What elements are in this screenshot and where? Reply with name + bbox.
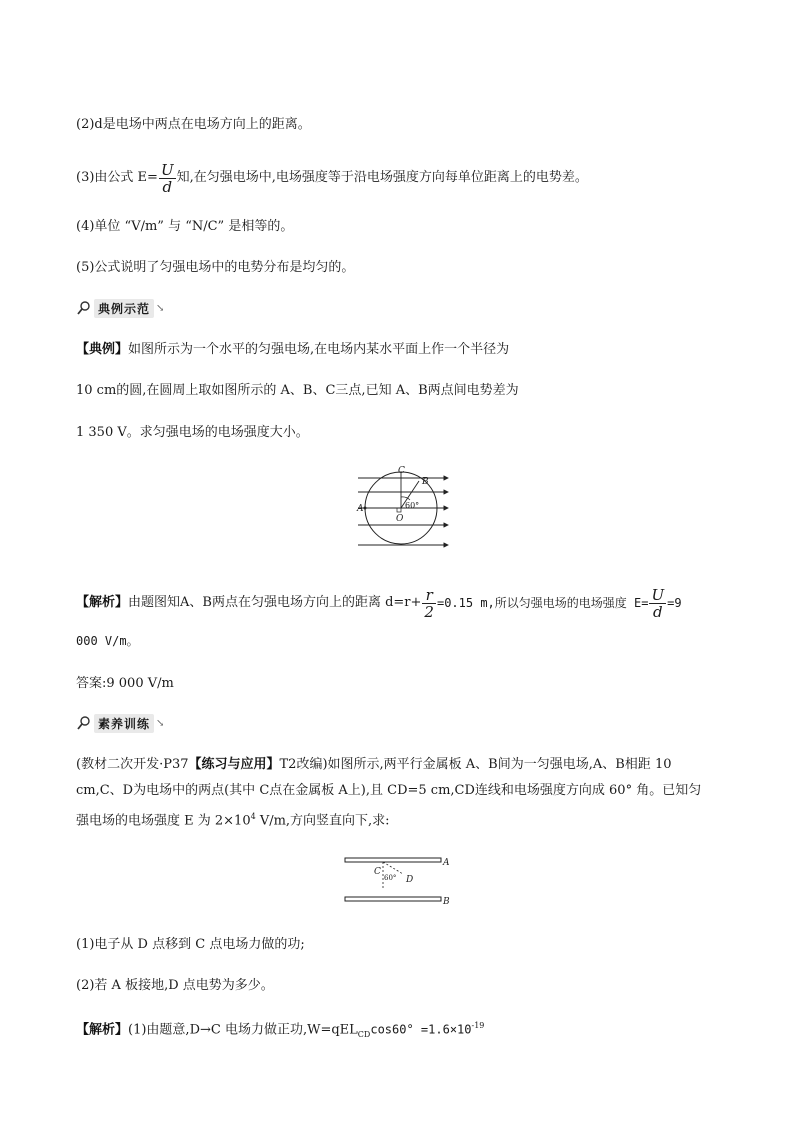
item-5 (76, 259, 354, 277)
solution-2-subscript: CD (357, 1029, 371, 1039)
label-b: B (422, 477, 429, 487)
item-2-text: (2)d是电场中两点在电场方向上的距离。 (76, 117, 311, 132)
label-c: C (398, 466, 405, 476)
answer-text: 答案:9 000 V/m (76, 676, 174, 691)
training-text-1b: T2改编)如图所示,两平行金属板 A、B间为一匀强电场,A、B相距 10 (279, 757, 672, 772)
header-decoration: ↘ (156, 302, 165, 314)
example-section-header (76, 298, 164, 318)
example-tag: 【典例】 (76, 342, 129, 357)
solution-1-line-1 (76, 584, 682, 622)
frac-denominator: d (162, 177, 173, 196)
training-header-title: 素养训练 (94, 714, 154, 733)
question-1 (76, 936, 305, 954)
figure-parallel-plates (340, 852, 455, 910)
example-text-3: 1 350 V。求匀强电场的电场强度大小。 (76, 425, 309, 440)
example-line-3 (76, 424, 309, 442)
label-c: C (374, 867, 381, 877)
plate-a (345, 858, 441, 862)
label-b: B (443, 897, 450, 907)
item-4-text: (4)单位 “V/m” 与 “N/C” 是相等的。 (76, 219, 294, 234)
item-3-text: 知,在匀强电场中,电场强度等于沿电场强度方向每单位距离上的电势差。 (176, 170, 588, 185)
solution-2-tag: 【解析】 (76, 1022, 129, 1038)
solution-2-line (76, 1017, 484, 1044)
solution-2-exponent: -19 (471, 1021, 485, 1030)
label-a: A (443, 858, 450, 868)
training-line-2 (76, 782, 701, 800)
solution-1-text-c: =9 (667, 596, 682, 610)
training-text-3a: 强电场的电场强度 E 为 2×10 (76, 813, 251, 829)
training-line-3 (76, 808, 390, 830)
plate-b (345, 897, 441, 901)
frac-numerator: U (651, 585, 665, 604)
training-exponent: 4 (250, 812, 256, 821)
frac-numerator: r (422, 587, 436, 604)
example-text-2: 10 cm的圆,在圆周上取如图所示的 A、B、C三点,已知 A、B两点间电势差为 (76, 383, 519, 398)
item-4 (76, 218, 293, 236)
label-angle: 60° (405, 501, 420, 510)
solution-1-text-a: 由题图知A、B两点在匀强电场方向上的距离 d=r+ (128, 595, 422, 610)
training-text-3b: V/m,方向竖直向下,求: (255, 813, 390, 829)
label-a: A (357, 504, 364, 514)
label-d: D (406, 875, 414, 885)
example-line-1 (76, 341, 509, 359)
label-angle: 60° (384, 874, 397, 882)
magnifier-icon (76, 715, 92, 731)
training-tag: 【练习与应用】 (188, 757, 280, 772)
training-line-1 (76, 756, 671, 774)
point-a (364, 507, 367, 510)
frac-denominator: 2 (424, 602, 434, 621)
training-text-2: cm,C、D为电场中的两点(其中 C点在金属板 A上),且 CD=5 cm,CD连线和电场强度方向成 60° 角。已知匀 (76, 783, 702, 798)
solution-1-line-2 (76, 632, 139, 650)
formula-u-over-d (159, 162, 176, 195)
answer-line (76, 675, 174, 693)
training-section-header (76, 713, 164, 733)
example-line-2 (76, 382, 519, 400)
segment-cd (383, 862, 403, 874)
training-text-1a: (教材二次开发·P37 (76, 757, 189, 772)
question-2 (76, 977, 274, 995)
solution-2-text-b: cos60° =1.6×10 (370, 1022, 472, 1037)
question-1-text: (1)电子从 D 点移到 C 点电场力做的功; (76, 937, 305, 952)
solution-1-tag: 【解析】 (76, 595, 129, 610)
example-header-title: 典例示范 (94, 299, 154, 318)
magnifier-icon (76, 300, 92, 316)
frac-denominator: d (652, 602, 663, 621)
item-5-text: (5)公式说明了匀强电场中的电势分布是均匀的。 (76, 260, 355, 275)
header-decoration: ↘ (156, 717, 165, 729)
label-o: O (396, 514, 404, 524)
solution-2-text-a: (1)由题意,D→C 电场力做正功,W=qEL (128, 1022, 358, 1038)
frac-numerator: U (160, 160, 174, 179)
solution-1-text-b: =0.15 m,所以匀强电场的电场强度 E= (436, 596, 649, 610)
question-2-text: (2)若 A 板接地,D 点电势为多少。 (76, 978, 274, 993)
angle-arc (401, 497, 410, 500)
formula-u-over-d (649, 587, 666, 620)
formula-r-over-2 (422, 587, 436, 620)
right-angle-mark (397, 508, 401, 512)
figure-circle-field (350, 464, 455, 552)
example-text-1: 如图所示为一个水平的匀强电场,在电场内某水平面上作一个半径为 (128, 342, 510, 357)
item-3 (76, 160, 588, 196)
item-2 (76, 116, 311, 134)
item-3-prefix: (3)由公式 E= (76, 170, 158, 185)
solution-1-text-d: 000 V/m。 (76, 634, 139, 648)
